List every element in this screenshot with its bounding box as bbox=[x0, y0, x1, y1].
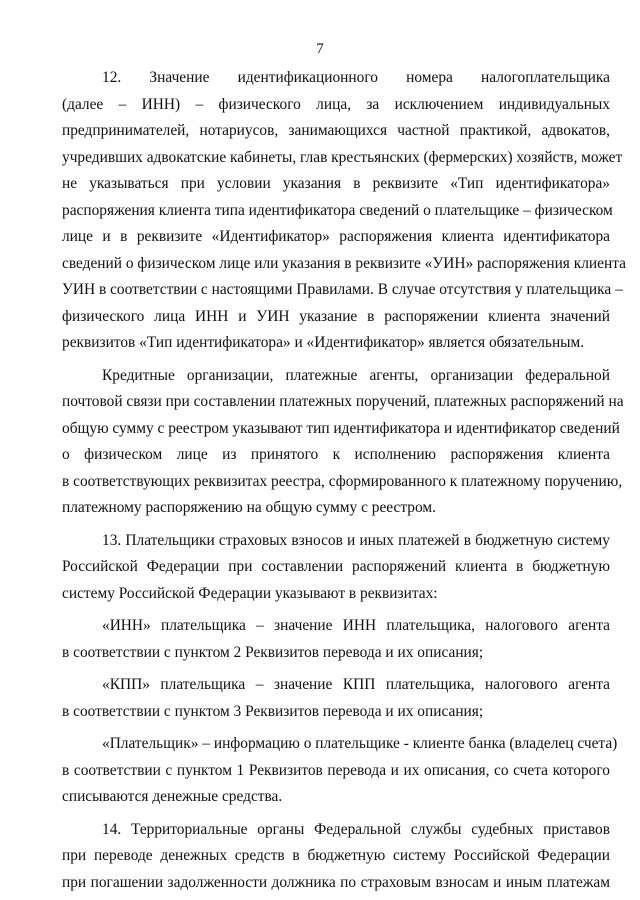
text-line: Российской Федерации при составлении распоряжений клиента в бюджетную bbox=[62, 558, 610, 575]
text-line: учредивших адвокатские кабинеты, глав крестьянских (фермерских) хозяйств, может bbox=[62, 148, 623, 166]
text-line: УИН в соответствии с настоящими Правилами. В случае отсутствия у плательщика – bbox=[62, 281, 623, 298]
paragraph bbox=[62, 68, 626, 360]
paragraph bbox=[62, 820, 610, 900]
text-line: систему Российской Федерации указывают в реквизитах: bbox=[62, 584, 438, 602]
text-line: распоряжения клиента типа идентификатора сведений о плательщике – физическом bbox=[62, 201, 613, 219]
text-line: реквизитов «Тип идентификатора» и «Идентификатор» является обязательным. bbox=[62, 334, 585, 351]
text-line: в соответствующих реквизитах реестра, сформированного к платежному поручению, bbox=[62, 472, 623, 490]
text-line: предпринимателей, нотариусов, занимающихся частной практикой, адвокатов, bbox=[62, 122, 610, 139]
text-line: не указываться при условии указания в реквизите «Тип идентификатора» bbox=[62, 175, 610, 192]
text-line: «ИНН» плательщика – значение ИНН плательщика, налогового агента bbox=[102, 617, 610, 634]
text-line: (далее – ИНН) – физического лица, за исключением индивидуальных bbox=[62, 95, 610, 113]
page-number: 7 bbox=[316, 41, 324, 57]
document-body bbox=[62, 68, 626, 899]
text-line: в соответствии с пунктом 1 Реквизитов перевода и их описания, со счета которого bbox=[62, 761, 610, 779]
text-line: 14. Территориальные органы Федеральной службы судебных приставов bbox=[102, 820, 610, 838]
text-line: о физическом лице из принятого к исполнению распоряжения клиента bbox=[62, 446, 610, 463]
paragraph bbox=[62, 734, 618, 814]
text-line: 13. Плательщики страховых взносов и иных платежей в бюджетную систему bbox=[102, 531, 610, 549]
text-line: общую сумму с реестром указывают тип идентификатора и идентификатор сведений bbox=[62, 419, 620, 437]
text-line: при переводе денежных средств в бюджетную систему Российской Федерации bbox=[62, 847, 610, 864]
text-line: «КПП» плательщика – значение КПП плательщика, налогового агента bbox=[102, 676, 610, 693]
text-line: при погашении задолженности должника по страховым взносам и иным платежам bbox=[62, 873, 610, 891]
paragraph bbox=[62, 366, 624, 525]
paragraph bbox=[62, 675, 610, 728]
text-line: «Плательщик» – информацию о плательщике - клиенте банка (владелец счета) bbox=[102, 735, 618, 752]
text-line: 12. Значение идентификационного номера налогоплательщика bbox=[102, 69, 610, 86]
paragraph bbox=[62, 531, 610, 611]
text-line: платежному распоряжению на общую сумму с реестром. bbox=[62, 499, 436, 516]
text-line: Кредитные организации, платежные агенты, организации федеральной bbox=[102, 366, 610, 384]
text-line: физического лица ИНН и УИН указание в распоряжении клиента значений bbox=[62, 307, 610, 325]
text-line: лице и в реквизите «Идентификатор» распоряжения клиента идентификатора bbox=[62, 228, 610, 245]
paragraph bbox=[62, 616, 610, 669]
text-line: списываются денежные средства. bbox=[62, 788, 283, 805]
text-line: почтовой связи при составлении платежных поручений, платежных распоряжений на bbox=[62, 393, 624, 410]
text-line: в соответствии с пунктом 2 Реквизитов перевода и их описания; bbox=[62, 643, 484, 661]
text-line: сведений о физическом лице или указания в реквизите «УИН» распоряжения клиента bbox=[62, 254, 626, 272]
text-line: в соответствии с пунктом 3 Реквизитов перевода и их описания; bbox=[62, 702, 484, 720]
